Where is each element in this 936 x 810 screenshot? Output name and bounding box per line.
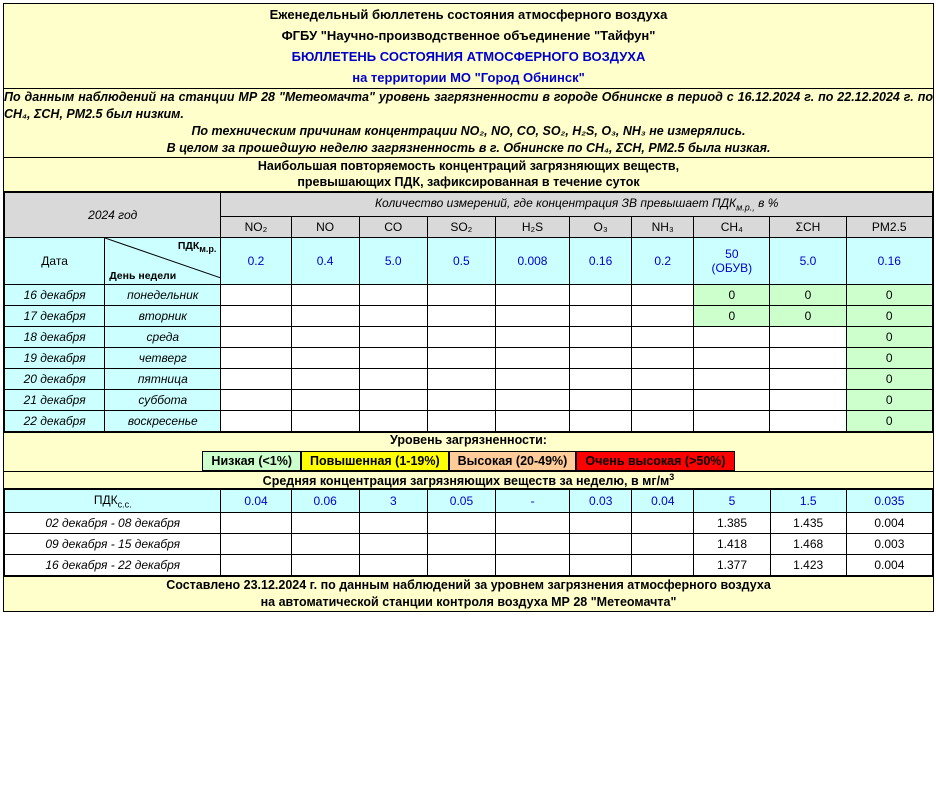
cell-ch4: 0 — [694, 305, 770, 326]
cell-o3 — [570, 389, 632, 410]
cell-ch4 — [694, 410, 770, 431]
cell-co — [359, 389, 427, 410]
substance-header-co: CO — [359, 216, 427, 237]
avg-nh3 — [632, 534, 694, 555]
pdk-diagonal-header — [105, 237, 221, 284]
section1-title-line-1: Наибольшая повторяемость концентраций загрязняющих веществ, — [257, 158, 680, 173]
cell-co — [359, 305, 427, 326]
cell-h2s — [495, 347, 569, 368]
cell-pm25: 0 — [846, 347, 932, 368]
pdk-value-so2: 0.5 — [427, 237, 495, 284]
avg-co — [359, 555, 427, 576]
section1-title — [4, 157, 934, 192]
pdk-value-o3: 0.16 — [570, 237, 632, 284]
cell-no2 — [221, 305, 291, 326]
row-weekday: понедельник — [105, 284, 221, 305]
substance-header-pm25: PM2.5 — [846, 216, 932, 237]
substance-header-no: NO — [291, 216, 359, 237]
legend-items — [4, 451, 933, 471]
table-row — [5, 305, 933, 326]
avg-ch4: 1.418 — [694, 534, 770, 555]
pdk-ss-o3: 0.03 — [570, 489, 632, 512]
header-band — [4, 4, 934, 89]
cell-o3 — [570, 326, 632, 347]
average-concentration-table — [4, 489, 933, 576]
avg-no — [291, 513, 359, 534]
cell-o3 — [570, 284, 632, 305]
row-weekday: пятница — [105, 368, 221, 389]
row-period: 09 декабря - 15 декабря — [5, 534, 221, 555]
cell-no2 — [221, 389, 291, 410]
avg-pm25: 0.004 — [846, 555, 932, 576]
cell-no2 — [221, 326, 291, 347]
avg-o3 — [570, 513, 632, 534]
legend-item-very-high: Очень высокая (>50%) — [576, 451, 734, 471]
section1-table-cell — [4, 192, 934, 432]
row-date: 17 декабря — [5, 305, 105, 326]
avg-pm25: 0.003 — [846, 534, 932, 555]
avg-no2 — [221, 513, 291, 534]
table-row — [5, 284, 933, 305]
cell-so2 — [427, 389, 495, 410]
avg-h2s — [496, 555, 570, 576]
substance-header-so2: SO₂ — [427, 216, 495, 237]
cell-ch4 — [694, 368, 770, 389]
cell-pm25: 0 — [846, 389, 932, 410]
legend-item-elevated: Повышенная (1-19%) — [301, 451, 449, 471]
section1-title-line-2: превышающих ПДК, зафиксированная в течение суток — [297, 175, 640, 190]
row-weekday: четверг — [105, 347, 221, 368]
intro-block — [4, 89, 934, 158]
cell-nh3 — [632, 347, 694, 368]
cell-so2 — [427, 347, 495, 368]
pdk-ss-so2: 0.05 — [427, 489, 495, 512]
pdk-value-sch: 5.0 — [770, 237, 846, 284]
cell-pm25: 0 — [846, 368, 932, 389]
avg-h2s — [496, 534, 570, 555]
cell-no2 — [221, 284, 291, 305]
measurements-header-tail: в % — [754, 196, 779, 211]
row-date: 21 декабря — [5, 389, 105, 410]
cell-no — [291, 347, 359, 368]
avg-pm25: 0.004 — [846, 513, 932, 534]
footer-line-2: на автоматической станции контроля воздуха МР 28 "Метеомачта" — [260, 595, 677, 610]
cell-h2s — [495, 284, 569, 305]
pdk-value-ch4 — [694, 237, 770, 284]
table-row — [5, 555, 933, 576]
row-date: 19 декабря — [5, 347, 105, 368]
row-date: 22 декабря — [5, 410, 105, 431]
pdk-mr-label: $ПДК_{м.р.}$ — [177, 239, 217, 254]
cell-pm25: 0 — [846, 305, 932, 326]
cell-no2 — [221, 410, 291, 431]
footer-line-1: Составлено 23.12.2024 г. по данным наблюдений за уровнем загрязнения атмосферного воздуха — [166, 578, 771, 593]
cell-nh3 — [632, 410, 694, 431]
cell-h2s — [495, 326, 569, 347]
avg-sch: 1.468 — [770, 534, 846, 555]
row-date: 18 декабря — [5, 326, 105, 347]
substance-header-h2s: H₂S — [495, 216, 569, 237]
row-period: 02 декабря - 08 декабря — [5, 513, 221, 534]
cell-no — [291, 410, 359, 431]
cell-co — [359, 410, 427, 431]
avg-nh3 — [632, 555, 694, 576]
avg-h2s — [496, 513, 570, 534]
table-row — [5, 410, 933, 431]
legend — [4, 432, 934, 471]
cell-co — [359, 284, 427, 305]
avg-o3 — [570, 534, 632, 555]
cell-sch — [770, 326, 846, 347]
date-column-header: Дата — [5, 237, 105, 284]
pdk-ss-no: 0.06 — [291, 489, 359, 512]
avg-no — [291, 534, 359, 555]
cell-pm25: 0 — [846, 326, 932, 347]
avg-nh3 — [632, 513, 694, 534]
header-line-2: ФГБУ "Научно-производственное объединение "Тайфун" — [281, 28, 656, 43]
measurements-header-sub: м.р., — [736, 202, 755, 213]
cell-o3 — [570, 347, 632, 368]
cell-no — [291, 326, 359, 347]
avg-co — [359, 534, 427, 555]
cell-h2s — [495, 368, 569, 389]
row-date: 20 декабря — [5, 368, 105, 389]
avg-so2 — [427, 555, 495, 576]
row-weekday: суббота — [105, 389, 221, 410]
table-row — [5, 347, 933, 368]
pdk-ss-sch: 1.5 — [770, 489, 846, 512]
cell-so2 — [427, 410, 495, 431]
substance-header-nh3: NH₃ — [632, 216, 694, 237]
cell-nh3 — [632, 368, 694, 389]
row-date: 16 декабря — [5, 284, 105, 305]
cell-ch4 — [694, 347, 770, 368]
pdk-ss-h2s: - — [496, 489, 570, 512]
measurements-header-text: Количество измерений, где концентрация ЗВ превышает ПДК — [374, 196, 737, 211]
avg-co — [359, 513, 427, 534]
section2-title — [4, 471, 934, 488]
cell-no — [291, 389, 359, 410]
bulletin-table — [3, 3, 934, 612]
pdk-ss-ch4: 5 — [694, 489, 770, 512]
cell-so2 — [427, 326, 495, 347]
cell-o3 — [570, 368, 632, 389]
intro-paragraph-1: По данным наблюдений на станции МР 28 "Метеомачта" уровень загрязненности в городе Обнинске в период с 16.12.2024 г. по 22.12.2024 г. по CH₄, ΣCH, PM2.5 был низким. — [4, 90, 933, 121]
row-weekday: среда — [105, 326, 221, 347]
table-row — [5, 368, 933, 389]
legend-item-low: Низкая (<1%) — [202, 451, 301, 471]
cell-ch4 — [694, 326, 770, 347]
cell-so2 — [427, 368, 495, 389]
pdk-ss-nh3: 0.04 — [632, 489, 694, 512]
cell-nh3 — [632, 389, 694, 410]
row-period: 16 декабря - 22 декабря — [5, 555, 221, 576]
cell-sch — [770, 389, 846, 410]
pdk-ss-label: $ПДК_{с.с.}$ — [5, 489, 221, 512]
pdk-value-co: 5.0 — [359, 237, 427, 284]
cell-no — [291, 305, 359, 326]
avg-o3 — [570, 555, 632, 576]
avg-no2 — [221, 534, 291, 555]
avg-ch4: 1.377 — [694, 555, 770, 576]
substance-header-sch: ΣCH — [770, 216, 846, 237]
cell-co — [359, 347, 427, 368]
cell-co — [359, 326, 427, 347]
row-weekday: воскресенье — [105, 410, 221, 431]
cell-pm25: 0 — [846, 410, 932, 431]
avg-sch: 1.423 — [770, 555, 846, 576]
cell-sch — [770, 368, 846, 389]
cell-so2 — [427, 284, 495, 305]
measurements-header — [221, 193, 933, 216]
year-label: 2024 год — [5, 193, 221, 237]
pdk-ss-pm25: 0.035 — [846, 489, 932, 512]
table-row — [5, 389, 933, 410]
avg-no2 — [221, 555, 291, 576]
cell-no2 — [221, 368, 291, 389]
cell-nh3 — [632, 305, 694, 326]
section2-table-cell — [4, 488, 934, 576]
cell-so2 — [427, 305, 495, 326]
avg-so2 — [427, 513, 495, 534]
avg-ch4: 1.385 — [694, 513, 770, 534]
pdk-value-pm25: 0.16 — [846, 237, 932, 284]
cell-nh3 — [632, 284, 694, 305]
section2-title-text: Средняя концентрация загрязняющих веществ за неделю, в мг/м — [262, 473, 670, 488]
legend-title: Уровень загрязненности: — [390, 432, 547, 447]
substance-header-o3: O₃ — [570, 216, 632, 237]
cell-pm25: 0 — [846, 284, 932, 305]
pdk-ss-no2: 0.04 — [221, 489, 291, 512]
avg-sch: 1.435 — [770, 513, 846, 534]
section2-title-sup: 3 — [669, 471, 675, 482]
header-line-3: БЮЛЛЕТЕНЬ СОСТОЯНИЯ АТМОСФЕРНОГО ВОЗДУХА — [291, 49, 646, 64]
table-row — [5, 326, 933, 347]
pdk-ss-co: 3 — [359, 489, 427, 512]
avg-no — [291, 555, 359, 576]
header-line-1: Еженедельный бюллетень состояния атмосферного воздуха — [269, 7, 668, 22]
pdk-value-ch4-line1: 50 — [725, 246, 739, 261]
pdk-value-nh3: 0.2 — [632, 237, 694, 284]
footer — [4, 577, 934, 612]
header-line-4: на территории МО "Город Обнинск" — [352, 70, 585, 85]
intro-paragraph-3: В целом за прошедшую неделю загрязненность в г. Обнинске по CH₄, ΣCH, PM2.5 была низкая. — [166, 140, 771, 155]
cell-nh3 — [632, 326, 694, 347]
cell-o3 — [570, 410, 632, 431]
substance-header-no2: NO₂ — [221, 216, 291, 237]
intro-paragraph-2: По техническим причинам концентрации NO₂, NO, CO, SO₂, H₂S, O₃, NH₃ не измерялись. — [191, 123, 746, 138]
cell-h2s — [495, 410, 569, 431]
cell-sch — [770, 347, 846, 368]
frequency-table — [4, 192, 933, 431]
legend-item-high: Высокая (20-49%) — [449, 451, 577, 471]
table-row — [5, 534, 933, 555]
pdk-value-ch4-line2: (ОБУВ) — [711, 260, 753, 275]
row-weekday: вторник — [105, 305, 221, 326]
weekday-label: День недели — [109, 269, 177, 282]
pdk-value-h2s: 0.008 — [495, 237, 569, 284]
table-row — [5, 513, 933, 534]
pdk-value-no2: 0.2 — [221, 237, 291, 284]
cell-no — [291, 368, 359, 389]
avg-so2 — [427, 534, 495, 555]
cell-co — [359, 368, 427, 389]
substance-header-ch4: CH₄ — [694, 216, 770, 237]
cell-ch4 — [694, 389, 770, 410]
cell-h2s — [495, 389, 569, 410]
cell-o3 — [570, 305, 632, 326]
cell-sch: 0 — [770, 284, 846, 305]
cell-ch4: 0 — [694, 284, 770, 305]
cell-sch: 0 — [770, 305, 846, 326]
pdk-value-no: 0.4 — [291, 237, 359, 284]
cell-h2s — [495, 305, 569, 326]
cell-no2 — [221, 347, 291, 368]
cell-sch — [770, 410, 846, 431]
cell-no — [291, 284, 359, 305]
